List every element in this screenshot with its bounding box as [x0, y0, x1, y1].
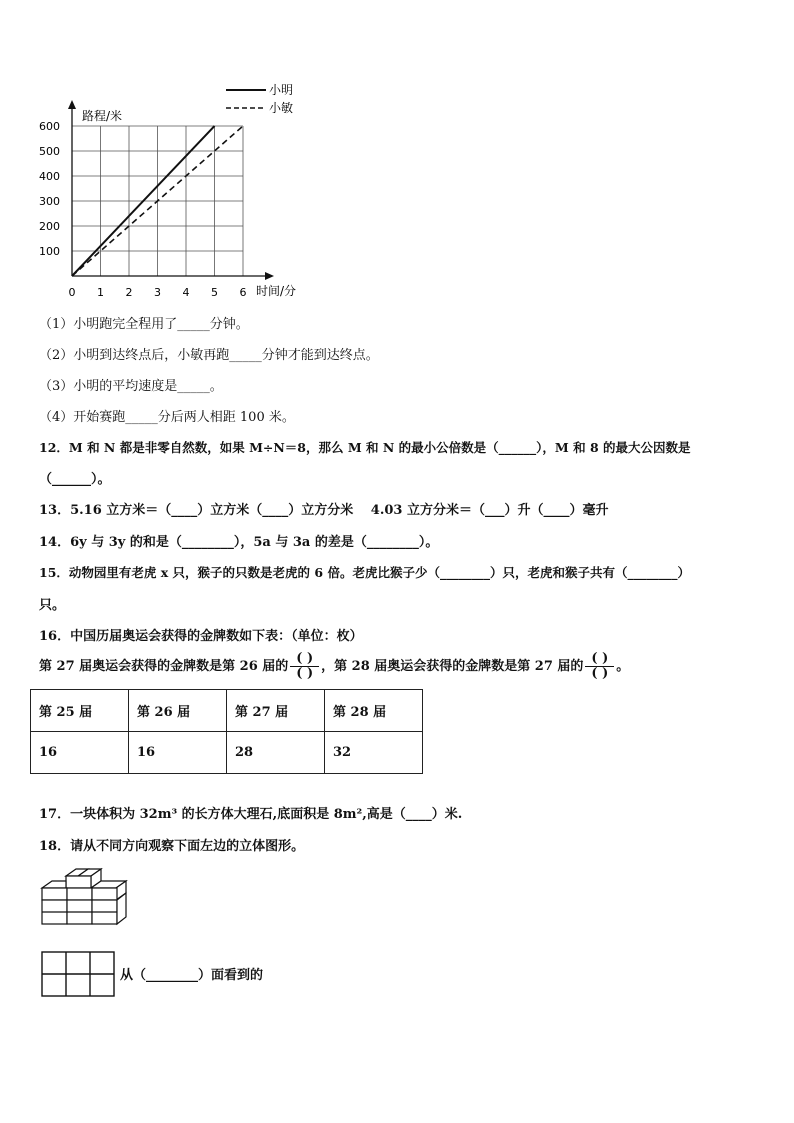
q13: 13．5.16 立方米＝（____）立方米（____）立方分米 4.03 立方分米＝（___）升（____）毫升 — [39, 503, 609, 518]
y-tick-label: 600 — [39, 120, 60, 133]
table-row — [31, 732, 423, 774]
table-cell: 16 — [31, 732, 129, 774]
y-tick-label: 100 — [39, 245, 60, 258]
y-tick-label: 200 — [39, 220, 60, 233]
table-cell: 32 — [325, 732, 423, 774]
distance-time-chart — [30, 80, 330, 305]
x-tick-label: 0 — [68, 286, 76, 299]
q12-line1: 12．M 和 N 都是非零自然数，如果 M÷N＝8，那么 M 和 N 的最小公倍数是（______），M 和 8 的最大公因数是 — [39, 440, 691, 455]
legend-label-xiaoming: 小明 — [269, 83, 294, 97]
fraction-denominator-blank: ( ) — [591, 666, 609, 681]
x-axis-label: 时间/分 — [256, 284, 297, 298]
cube-stack-figure — [38, 866, 138, 928]
q16-text-a: 第 27 届奥运会获得的金牌数是第 26 届的 — [39, 659, 289, 674]
y-tick-label: 500 — [39, 145, 60, 158]
fraction-blank-2 — [585, 652, 614, 681]
x-tick-label: 6 — [239, 286, 247, 299]
q12-line2: （______）。 — [39, 472, 111, 487]
table-cell: 16 — [129, 732, 227, 774]
view-grid-figure — [40, 950, 116, 998]
x-tick-label: 4 — [182, 286, 190, 299]
fraction-numerator-blank: ( ) — [591, 651, 609, 666]
table-header-cell: 第 27 届 — [227, 690, 325, 732]
q15-line2: 只。 — [39, 598, 66, 613]
y-tick-label: 400 — [39, 170, 60, 183]
q17: 17．一块体积为 32m³ 的长方体大理石,底面积是 8m²,高是（____）米. — [39, 807, 463, 822]
x-tick-label: 5 — [211, 286, 218, 299]
q11-sub2: （2）小明到达终点后，小敏再跑_____分钟才能到达终点。 — [39, 348, 379, 363]
y-tick-label: 300 — [39, 195, 60, 208]
table-header-row — [31, 690, 423, 732]
y-axis-label: 路程/米 — [82, 109, 123, 123]
chart-legend — [226, 83, 293, 115]
q11-sub3: （3）小明的平均速度是_____。 — [39, 379, 223, 394]
q16-text-c: 。 — [616, 659, 630, 674]
x-tick-label: 1 — [97, 286, 104, 299]
fraction-denominator-blank: ( ) — [296, 666, 314, 681]
q16-text-b: ，第 28 届奥运会获得的金牌数是第 27 届的 — [321, 659, 584, 674]
q11-sub1: （1）小明跑完全程用了_____分钟。 — [39, 317, 249, 332]
legend-label-xiaomin: 小敏 — [269, 101, 294, 115]
table-header-cell: 第 25 届 — [31, 690, 129, 732]
q18-title: 18．请从不同方向观察下面左边的立体图形。 — [39, 839, 305, 854]
gold-medal-table — [30, 689, 423, 774]
q18-view-label: 从（________）面看到的 — [120, 968, 264, 983]
q16-sentence — [39, 652, 629, 681]
table-header-cell: 第 26 届 — [129, 690, 227, 732]
q15-line1: 15．动物园里有老虎 x 只，猴子的只数是老虎的 6 倍。老虎比猴子少（________）只，老虎和猴子共有（________） — [39, 565, 690, 580]
table-cell: 28 — [227, 732, 325, 774]
x-tick-label: 2 — [125, 286, 133, 299]
table-header-cell: 第 28 届 — [325, 690, 423, 732]
x-tick-label: 3 — [154, 286, 161, 299]
fraction-blank-1 — [290, 652, 319, 681]
q14: 14．6y 与 3y 的和是（________），5a 与 3a 的差是（________）。 — [39, 535, 439, 550]
fraction-numerator-blank: ( ) — [296, 651, 314, 666]
q16-title: 16．中国历届奥运会获得的金牌数如下表：（单位：枚） — [39, 629, 363, 644]
q11-sub4: （4）开始赛跑_____分后两人相距 100 米。 — [39, 410, 295, 425]
